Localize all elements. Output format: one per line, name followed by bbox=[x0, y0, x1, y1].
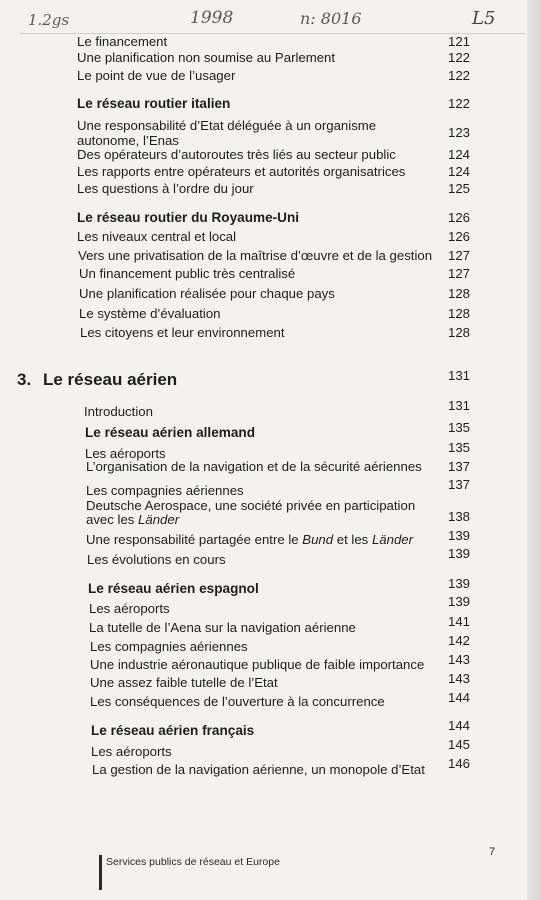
page-ref: 144 bbox=[447, 718, 470, 733]
chapter-title: Le réseau aérien bbox=[43, 370, 178, 389]
page-ref: 127 bbox=[447, 266, 470, 281]
page-ref: 139 bbox=[447, 576, 470, 591]
page-ref: 143 bbox=[447, 671, 470, 686]
page-ref: 128 bbox=[447, 325, 470, 340]
chapter-number: 3. bbox=[17, 370, 32, 389]
page-ref: 123 bbox=[447, 125, 470, 140]
page-ref: 142 bbox=[447, 633, 470, 648]
page-ref: 138 bbox=[447, 509, 470, 524]
page-ref: 143 bbox=[447, 652, 470, 667]
page-ref: 131 bbox=[447, 368, 470, 383]
page-ref: 139 bbox=[447, 528, 470, 543]
page-ref: 128 bbox=[447, 286, 470, 301]
page-ref: 126 bbox=[447, 229, 470, 244]
page-number: 7 bbox=[489, 846, 496, 858]
running-title: Services publics de réseau et Europe bbox=[106, 856, 280, 868]
footer-rule bbox=[99, 855, 102, 890]
page-gutter bbox=[527, 0, 541, 900]
toc-page: 1.2gs 1998 n: 8016 L5 Le financement 121 Une planification non soumise au Parlement 122 Le point de vue de l’usager 122 Le réseau routier italien 122 Une responsabilité d’Etat déléguée à un organisme autonome, l’Enas 123 Des opérateurs d’autoroutes très liés au secteur public 124 Les rapports entre opérateurs et autorités organisatrices 124 Les questions à l’ordre du jour 125 Le réseau routier du Royaume-Uni 126 Les niveaux central et local 126 Vers une privatisation de la maîtrise d’œuvre et de la gestion 127 Un financement public très centralisé 127 Une planification réalisée pour chaque pays 128 Le système d’évaluation 128 Les citoyens et leur environnement 128 3. Le réseau aérien 131 Introduction 131 Le réseau aérien allemand 135 Les aéroports 135 L’organisation de la navigation et de la sécurité aériennes 137 Les compagnies aériennes 137 Deutsche Aerospace, une société privée en participation avec les Länder 138 Une responsabilité partagée entre le Bund et les Länder 139 Les évolutions en cours 139 Le réseau aérien espagnol 139 Les aéroports 139 La tutelle de l’Aena sur la navigation aérienne 141 Les compagnies aériennes 142 Une industrie aéronautique publique de faible importance 143 Une assez faible tutelle de l’Etat 143 Les conséquences de l’ouverture à la concurrence 144 Le réseau aérien français 144 Les aéroports 145 La gestion de la navigation aérienne, un monopole d’Etat 146 Services publics de réseau et Europe 7 bbox=[0, 0, 541, 900]
page-ref: 137 bbox=[447, 459, 470, 474]
page-ref: 137 bbox=[447, 477, 470, 492]
handwritten-note: 1998 bbox=[190, 8, 234, 28]
handwritten-note: 1.2gs bbox=[28, 11, 70, 29]
page-ref: 127 bbox=[447, 248, 470, 263]
page-ref: 145 bbox=[447, 737, 470, 752]
handwritten-note: n: 8016 bbox=[300, 9, 362, 28]
page-ref: 139 bbox=[447, 594, 470, 609]
page-ref: 124 bbox=[447, 164, 470, 179]
page-ref: 122 bbox=[447, 96, 470, 111]
page-ref: 121 bbox=[447, 34, 470, 49]
page-ref: 141 bbox=[447, 614, 470, 629]
page-ref: 135 bbox=[447, 440, 470, 455]
page-ref: 122 bbox=[447, 68, 470, 83]
page-ref: 125 bbox=[447, 181, 470, 196]
page-ref: 131 bbox=[447, 398, 470, 413]
page-ref: 128 bbox=[447, 306, 470, 321]
page-ref: 124 bbox=[447, 147, 470, 162]
page-ref: 146 bbox=[447, 756, 470, 771]
page-ref: 126 bbox=[447, 210, 470, 225]
page-ref: 135 bbox=[447, 420, 470, 435]
page-ref: 122 bbox=[447, 50, 470, 65]
handwritten-note: L5 bbox=[472, 8, 496, 29]
page-ref: 144 bbox=[447, 690, 470, 705]
page-ref: 139 bbox=[447, 546, 470, 561]
